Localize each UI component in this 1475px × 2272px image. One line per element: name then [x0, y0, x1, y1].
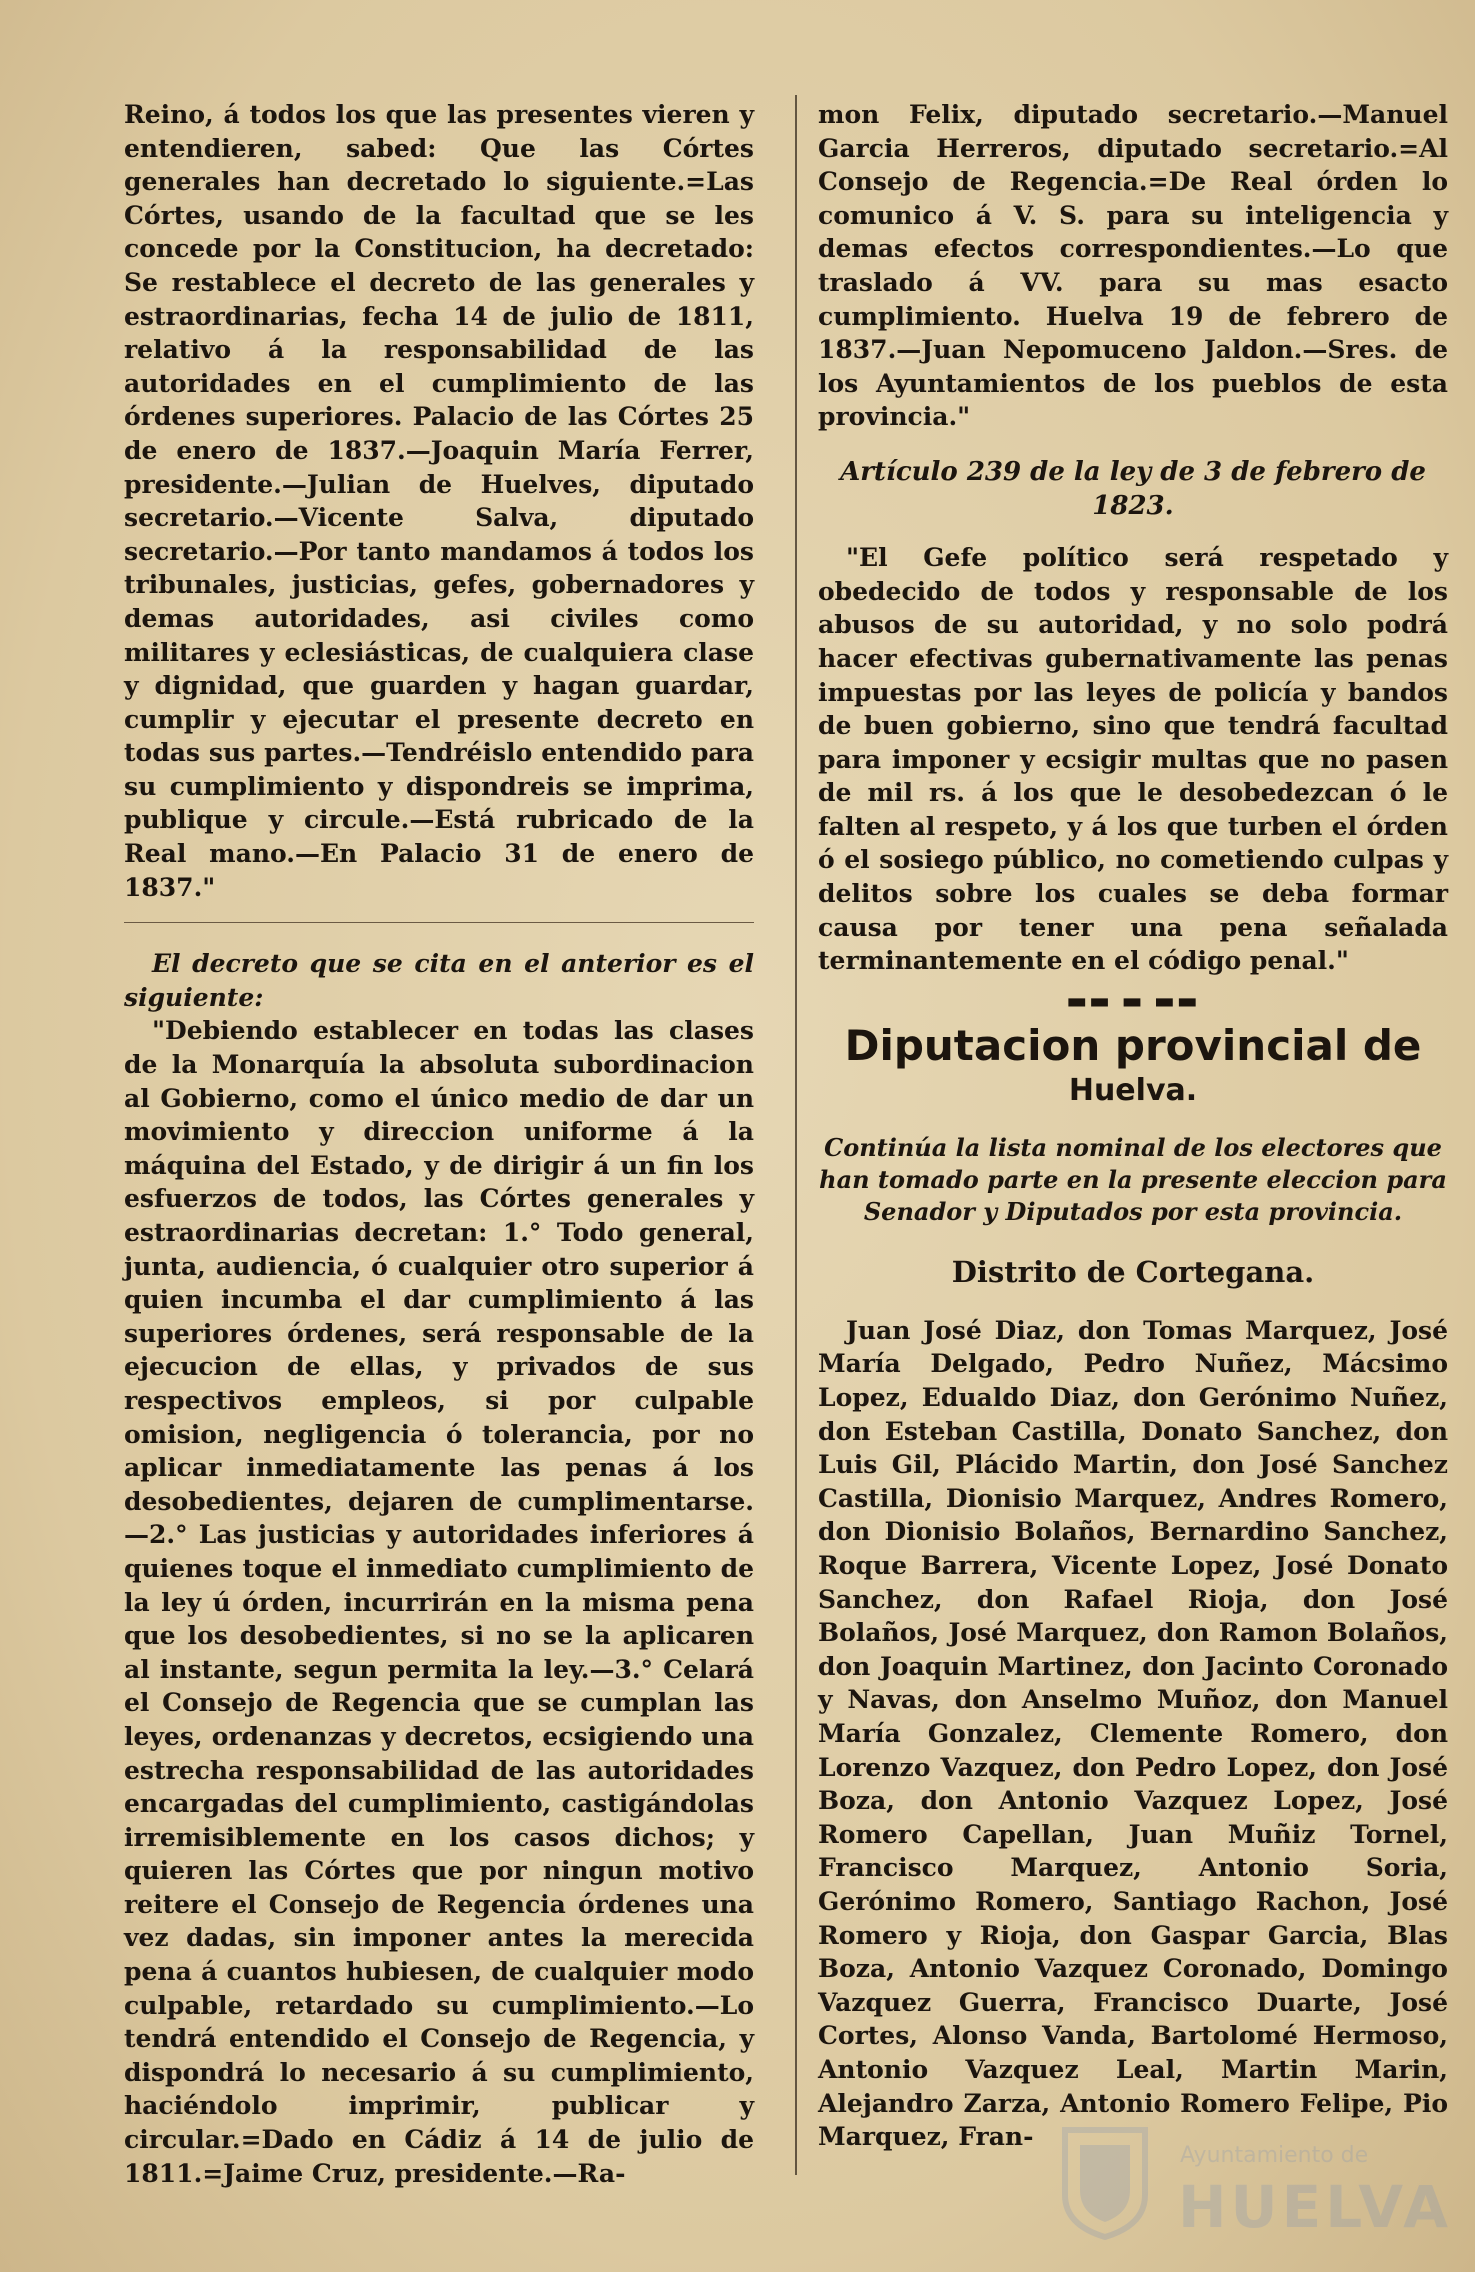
right-column [818, 98, 1448, 2154]
decree-continuation-text: mon Felix, diputado secretario.—Manuel Garcia Herreros, diputado secretario.=Al Consejo de Regencia.=De Real órden lo comunico á V. S. para su inteligencia y demas efectos correspondientes.—Lo que traslado á VV. para su mas esacto cumplimiento. Huelva 19 de febrero de 1837.—Juan Nepomuceno Jaldon.—Sres. de los Ayuntamientos de los pueblos de esta provincia." [818, 100, 1448, 432]
watermark-small-text: Ayuntamiento de [1180, 2143, 1369, 2168]
section-heading: Diputacion provincial de [844, 1020, 1422, 1070]
district-title: Distrito de Cortegana. [951, 1254, 1315, 1289]
decree-text: "Debiendo establecer en todas las clases de la Monarquía la absoluta subordinacion al Gobierno, como el único medio de dar un movimiento y direccion uniforme á la máquina del Estado, y de dirigir á un fin los esfuerzos de todos, las Córtes generales y estraordinarias decretan: 1.° Todo general, junta, audiencia, ó cualquier otro superior á quien incumba el dar cumplimiento á las superiores órdenes, será responsable de la ejecucion de ellas, y privados de sus respectivos empleos, si por culpable omision, negligencia ó tolerancia, por no aplicar inmediatamente las penas á los desobedientes, dejaren de cumplimentarse.—2.° Las justicias y autoridades inferiores á quienes toque el inmediato cumplimiento de la ley ú órden, incurrirán en la misma pena que los desobedientes, si no se la aplicaren al instante, segun permita la ley.—3.° Celará el Consejo de Regencia que se cumplan las leyes, ordenanzas y decretos, ecsigiendo una estrecha responsabilidad de las autoridades encargadas del cumplimiento, castigándolas irremisiblemente en los casos dichos; y quieren las Córtes que por ningun motivo reitere el Consejo de Regencia órdenes una vez dadas, sin imponer antes la merecida pena á cuantos hubiesen, de cualquier modo culpable, retardado su cumplimiento.—Lo tendrá entendido el Consejo de Regencia, y dispondrá lo necesario á su cumplimiento, haciéndolo imprimir, publicar y circular.=Dado en Cádiz á 14 de julio de 1811.=Jaime Cruz, presidente.—Ra- [124, 1016, 754, 2188]
archive-watermark [1060, 2125, 1453, 2245]
section-subheading: Continúa la lista nominal de los electores que han tomado parte en la presente eleccion para Senador y Diputados por esta provincia. [819, 1132, 1447, 1226]
shield-logo-icon [1060, 2125, 1150, 2240]
ornament-divider: ▬▬ ▬ ▬▬ [1066, 987, 1200, 1014]
section-divider [124, 922, 754, 923]
article-title: Artículo 239 de la ley de 3 de febrero de 1823. [840, 456, 1426, 521]
section-heading-2: Huelva. [1068, 1072, 1198, 1108]
decree-publication-text: Reino, á todos los que las presentes vieren y entendieren, sabed: Que las Córtes generales han decretado lo siguiente.=Las Córtes, usando de la facultad que se les concede por la Constitucion, ha decretado: Se restablece el decreto de las generales y estraordinarias, fecha 14 de julio de 1811, relativo á la responsabilidad de las autoridades en el cumplimiento de las órdenes superiores. Palacio de las Córtes 25 de enero de 1837.—Joaquin María Ferrer, presidente.—Julian de Huelves, diputado secretario.—Vicente Salva, diputado secretario.—Por tanto mandamos á todos los tribunales, justicias, gefes, gobernadores y demas autoridades, asi civiles como militares y eclesiásticas, de cualquiera clase y dignidad, que guarden y hagan guardar, cumplir y ejecutar el presente decreto en todas sus partes.—Tendréislo entendido para su cumplimiento y dispondreis se imprima, publique y circule.—Está rubricado de la Real mano.—En Palacio 31 de enero de 1837." [124, 100, 754, 902]
decree-heading: El decreto que se cita en el anterior es el siguiente: [124, 949, 754, 1012]
watermark-big-text: HUELVA [1178, 2173, 1453, 2241]
article-text: "El Gefe político será respetado y obedecido de todos y responsable de los abusos de su autoridad, y no solo podrá hacer efectivas gubernativamente las penas impuestas por las leyes de policía y bandos de buen gobierno, sino que tendrá facultad para imponer y ecsigir multas que no pasen de mil rs. á los que le desobedezcan ó le falten al respeto, y á los que turben el órden ó el sosiego público, no cometiendo culpas y delitos sobre los cuales se deba formar causa por tener una pena señalada terminantemente en el código penal." [818, 543, 1448, 976]
column-rule [795, 95, 797, 2175]
electors-list: Juan José Diaz, don Tomas Marquez, José María Delgado, Pedro Nuñez, Mácsimo Lopez, Edualdo Diaz, don Gerónimo Nuñez, don Esteban Castilla, Donato Sanchez, don Luis Gil, Plácido Martin, don José Sanchez Castilla, Dionisio Marquez, Andres Romero, don Dionisio Bolaños, Bernardino Sanchez, Roque Barrera, Vicente Lopez, José Donato Sanchez, don Rafael Rioja, don José Bolaños, José Marquez, don Ramon Bolaños, don Joaquin Martinez, don Jacinto Coronado y Navas, don Anselmo Muñoz, don Manuel María Gonzalez, Clemente Romero, don Lorenzo Vazquez, don Pedro Lopez, don José Boza, don Antonio Vazquez Lopez, José Romero Capellan, Juan Muñiz Tornel, Francisco Marquez, Antonio Soria, Gerónimo Romero, Santiago Rachon, José Romero y Rioja, don Gaspar Garcia, Blas Boza, Antonio Vazquez Coronado, Domingo Vazquez Guerra, Francisco Duarte, José Cortes, Alonso Vanda, Bartolomé Hermoso, Antonio Vazquez Leal, Martin Marin, Alejandro Zarza, Antonio Romero Felipe, Pio Marquez, Fran- [818, 1315, 1448, 2152]
left-column [124, 98, 754, 2190]
